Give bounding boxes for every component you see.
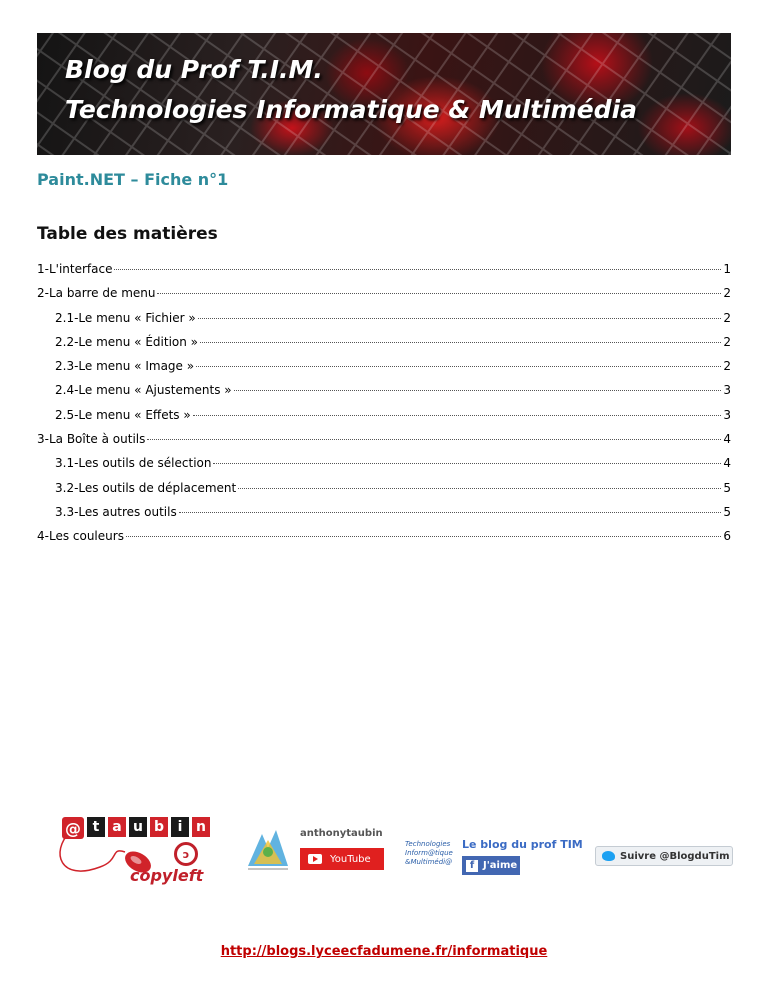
taubin-letter: i: [171, 817, 189, 837]
toc-dot-leader: [238, 488, 721, 489]
toc-entry-label: 2.2-Le menu « Édition »: [55, 334, 199, 349]
toc-dot-leader: [234, 390, 722, 391]
footer-url: [0, 944, 768, 959]
banner-title-line1: Blog du Prof T.I.M.: [65, 55, 323, 84]
toc-entry[interactable]: [37, 432, 731, 456]
toc-dot-leader: [147, 439, 721, 440]
toc-entry[interactable]: [37, 505, 731, 529]
toc-heading: Table des matières: [37, 224, 218, 244]
toc-dot-leader: [157, 293, 721, 294]
toc-entry-page: 5: [723, 504, 731, 519]
toc-dot-leader: [114, 269, 721, 270]
taubin-letter: t: [87, 817, 105, 837]
lycee-logo-icon: [244, 826, 292, 872]
facebook-like-label: J'aime: [483, 860, 518, 871]
youtube-username: anthonytaubin: [300, 828, 383, 839]
taubin-letter: b: [150, 817, 168, 837]
toc-dot-leader: [193, 415, 722, 416]
toc-entry-label: 4-Les couleurs: [37, 529, 124, 544]
toc-entry-label: 3.2-Les outils de déplacement: [55, 480, 237, 495]
banner-title-line2: Technologies Informatique & Multimédia: [65, 95, 638, 124]
taubin-letter: u: [129, 817, 147, 837]
toc-entry-page: 4: [723, 432, 731, 447]
twitter-follow-button[interactable]: [595, 846, 733, 866]
taubin-letter: a: [108, 817, 126, 837]
toc-dot-leader: [198, 318, 722, 319]
toc-entry-page: 2: [723, 310, 731, 325]
youtube-label: YouTube: [330, 853, 371, 865]
toc-entry[interactable]: [37, 481, 731, 505]
toc-entry-label: 3.1-Les outils de sélection: [55, 456, 212, 471]
toc-entry-page: 1: [723, 262, 731, 276]
twitter-follow-label: Suivre @BlogduTim: [620, 850, 730, 862]
toc-entry[interactable]: [37, 529, 731, 553]
taubin-letter: @: [62, 817, 84, 839]
youtube-play-icon: [308, 854, 322, 864]
tim-logo-line: Technologies: [405, 840, 451, 848]
toc-dot-leader: [126, 536, 721, 537]
toc-entry-label: 2.5-Le menu « Effets »: [55, 407, 191, 422]
toc-entry[interactable]: [37, 335, 731, 359]
tim-logo: [405, 840, 461, 867]
copyleft-label: copyleft: [130, 866, 204, 885]
header-banner: [37, 33, 731, 155]
blog-url-link[interactable]: http://blogs.lyceecfadumene.fr/informatique: [220, 944, 548, 959]
toc-entry[interactable]: [37, 456, 731, 480]
chainlink-pattern: [37, 33, 731, 155]
toc-entry-page: 3: [723, 383, 731, 398]
toc-entry[interactable]: [37, 408, 731, 432]
toc-entry[interactable]: [37, 286, 731, 310]
toc-entry[interactable]: [37, 359, 731, 383]
toc-dot-leader: [200, 342, 721, 343]
toc-entry-label: 3.3-Les autres outils: [55, 504, 177, 519]
blog-tim-label: Le blog du prof TIM: [462, 838, 583, 851]
toc-entry[interactable]: [37, 262, 731, 286]
toc-entry-label: 2.4-Le menu « Ajustements »: [55, 383, 232, 398]
toc-entry-label: 1-L'interface: [37, 262, 113, 276]
toc-entry-page: 3: [723, 407, 731, 422]
table-of-contents: [37, 262, 731, 554]
toc-entry-page: 2: [723, 334, 731, 349]
toc-entry-label: 2.3-Le menu « Image »: [55, 359, 195, 374]
facebook-icon: f: [466, 860, 478, 872]
toc-entry-page: 2: [723, 359, 731, 374]
toc-entry-label: 2-La barre de menu: [37, 286, 156, 301]
toc-entry-page: 4: [723, 456, 731, 471]
tim-logo-line: &Multimédi@: [405, 858, 453, 866]
youtube-button[interactable]: [300, 848, 384, 870]
toc-entry-page: 2: [723, 286, 731, 301]
toc-entry-label: 2.1-Le menu « Fichier »: [55, 310, 196, 325]
copyleft-icon: ɔ: [174, 842, 198, 866]
toc-entry-page: 5: [723, 480, 731, 495]
taubin-letters: [62, 817, 210, 839]
tim-logo-line: Inform@tique: [405, 849, 453, 857]
toc-entry-page: 6: [723, 529, 731, 544]
facebook-like-button[interactable]: [462, 856, 520, 875]
toc-dot-leader: [179, 512, 722, 513]
toc-entry-label: 3-La Boîte à outils: [37, 432, 146, 447]
toc-entry[interactable]: [37, 311, 731, 335]
twitter-bird-icon: [602, 851, 615, 861]
toc-dot-leader: [213, 463, 721, 464]
toc-dot-leader: [196, 366, 721, 367]
document-title: Paint.NET – Fiche n°1: [37, 170, 229, 189]
taubin-letter: n: [192, 817, 210, 837]
toc-entry[interactable]: [37, 383, 731, 407]
